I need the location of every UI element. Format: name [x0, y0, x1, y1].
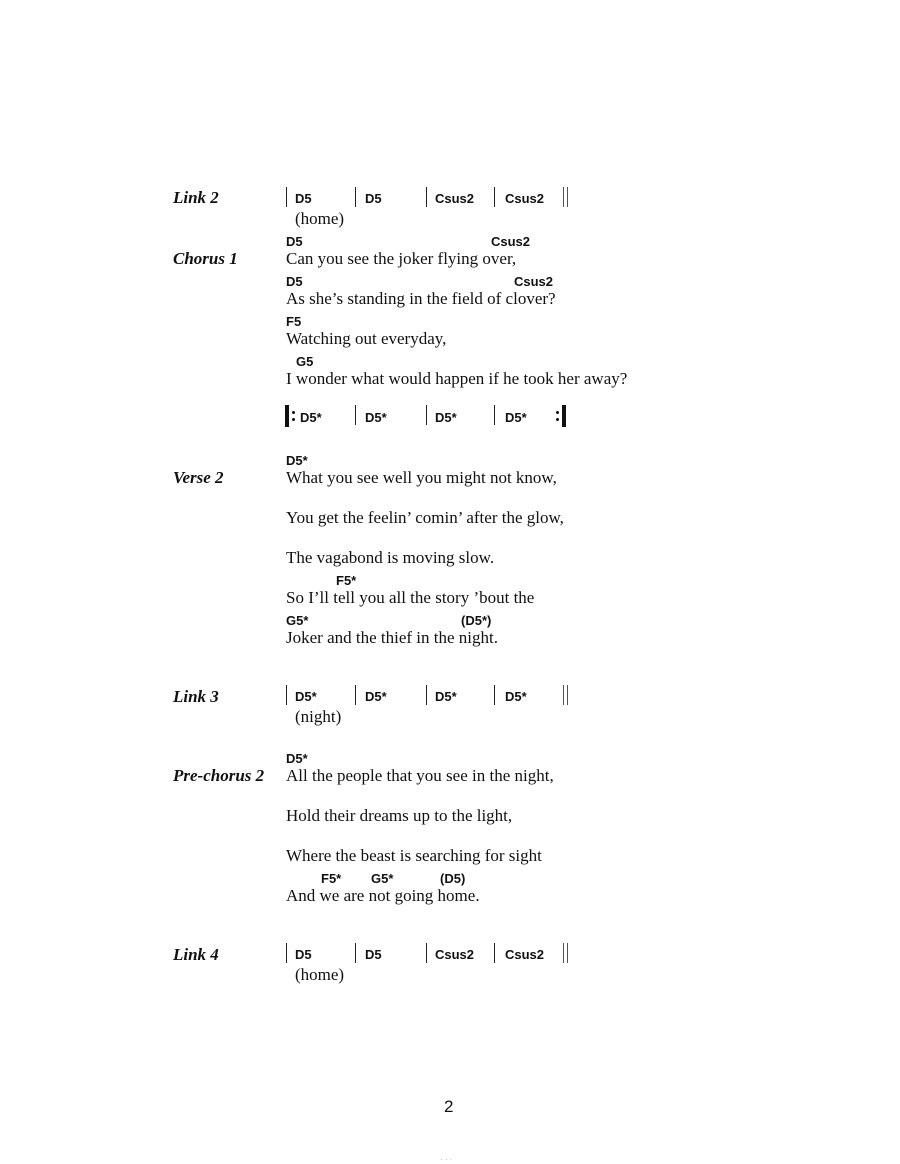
- barline: [494, 685, 495, 705]
- lyric-line: (home): [295, 209, 345, 228]
- section-label-link-3: Link 3: [173, 687, 219, 706]
- chord: D5*: [286, 453, 308, 468]
- lyric-line: You get the feelin’ comin’ after the glow,: [286, 508, 564, 527]
- lyric-line: I wonder what would happen if he took her away?: [286, 369, 628, 388]
- chord: F5*: [336, 573, 357, 588]
- chord: D5*: [286, 751, 308, 766]
- barline: [355, 405, 356, 425]
- chord: D5*: [295, 689, 317, 704]
- barline: [426, 405, 427, 425]
- chord: D5: [365, 191, 382, 206]
- barline: [426, 685, 427, 705]
- repeat-dots: [292, 410, 295, 422]
- section-label-chorus-1: Chorus 1: [173, 249, 238, 268]
- chord: G5: [296, 354, 314, 369]
- lyric-line: Can you see the joker flying over,: [286, 249, 517, 268]
- lyric-line: Joker and the thief in the night.: [286, 628, 498, 647]
- chord: Csus2: [435, 191, 475, 206]
- chord: D5: [295, 947, 312, 962]
- lyric-line: Hold their dreams up to the light,: [286, 806, 513, 825]
- barline: [286, 685, 287, 705]
- barline: [494, 405, 495, 425]
- lyric-line: (home): [295, 965, 345, 984]
- chord: F5*: [321, 871, 342, 886]
- barline: [355, 685, 356, 705]
- chord: D5*: [365, 410, 387, 425]
- repeat-end-barline: [562, 405, 566, 427]
- section-label-pre-chorus-2: Pre-chorus 2: [173, 766, 265, 785]
- final-barline: [563, 685, 568, 705]
- chord: D5*: [365, 689, 387, 704]
- barline: [494, 943, 495, 963]
- lyric-line: Watching out everyday,: [286, 329, 447, 348]
- barline: [494, 187, 495, 207]
- chord: Csus2: [435, 947, 475, 962]
- barline: [426, 943, 427, 963]
- chord: D5*: [505, 410, 527, 425]
- lyric-line: What you see well you might not know,: [286, 468, 557, 487]
- chord: D5*: [505, 689, 527, 704]
- barline: [286, 943, 287, 963]
- chord: (D5*): [461, 613, 492, 628]
- chord: (D5): [440, 871, 466, 886]
- chord: Csus2: [514, 274, 554, 289]
- chord: D5: [286, 274, 303, 289]
- final-barline: [563, 943, 568, 963]
- section-label-link-4: Link 4: [173, 945, 219, 964]
- lyric-line: So I’ll tell you all the story ’bout the: [286, 588, 535, 607]
- section-label-verse-2: Verse 2: [173, 468, 224, 487]
- lyric-line: (night): [295, 707, 342, 726]
- chord: Csus2: [491, 234, 531, 249]
- final-barline: [563, 187, 568, 207]
- chord: Csus2: [505, 947, 545, 962]
- lyric-line: Where the beast is searching for sight: [286, 846, 542, 865]
- chord: D5*: [435, 410, 457, 425]
- chord: F5: [286, 314, 302, 329]
- repeat-start-barline: [285, 405, 289, 427]
- chord: D5: [365, 947, 382, 962]
- footer-mark: · · ·: [440, 1155, 453, 1164]
- lyric-line: All the people that you see in the night,: [286, 766, 554, 785]
- barline: [355, 943, 356, 963]
- chord: Csus2: [505, 191, 545, 206]
- page-number: 2: [444, 1097, 454, 1116]
- chord: D5: [295, 191, 312, 206]
- lyric-line: And we are not going home.: [286, 886, 480, 905]
- section-label-link-2: Link 2: [173, 188, 219, 207]
- chord: D5: [286, 234, 303, 249]
- chord: D5*: [300, 410, 322, 425]
- chord: D5*: [435, 689, 457, 704]
- barline: [286, 187, 287, 207]
- lyric-line: The vagabond is moving slow.: [286, 548, 495, 567]
- chord: G5*: [286, 613, 309, 628]
- chord: G5*: [371, 871, 394, 886]
- barline: [426, 187, 427, 207]
- barline: [355, 187, 356, 207]
- repeat-dots: [556, 410, 559, 422]
- lyric-line: As she’s standing in the field of clover?: [286, 289, 556, 308]
